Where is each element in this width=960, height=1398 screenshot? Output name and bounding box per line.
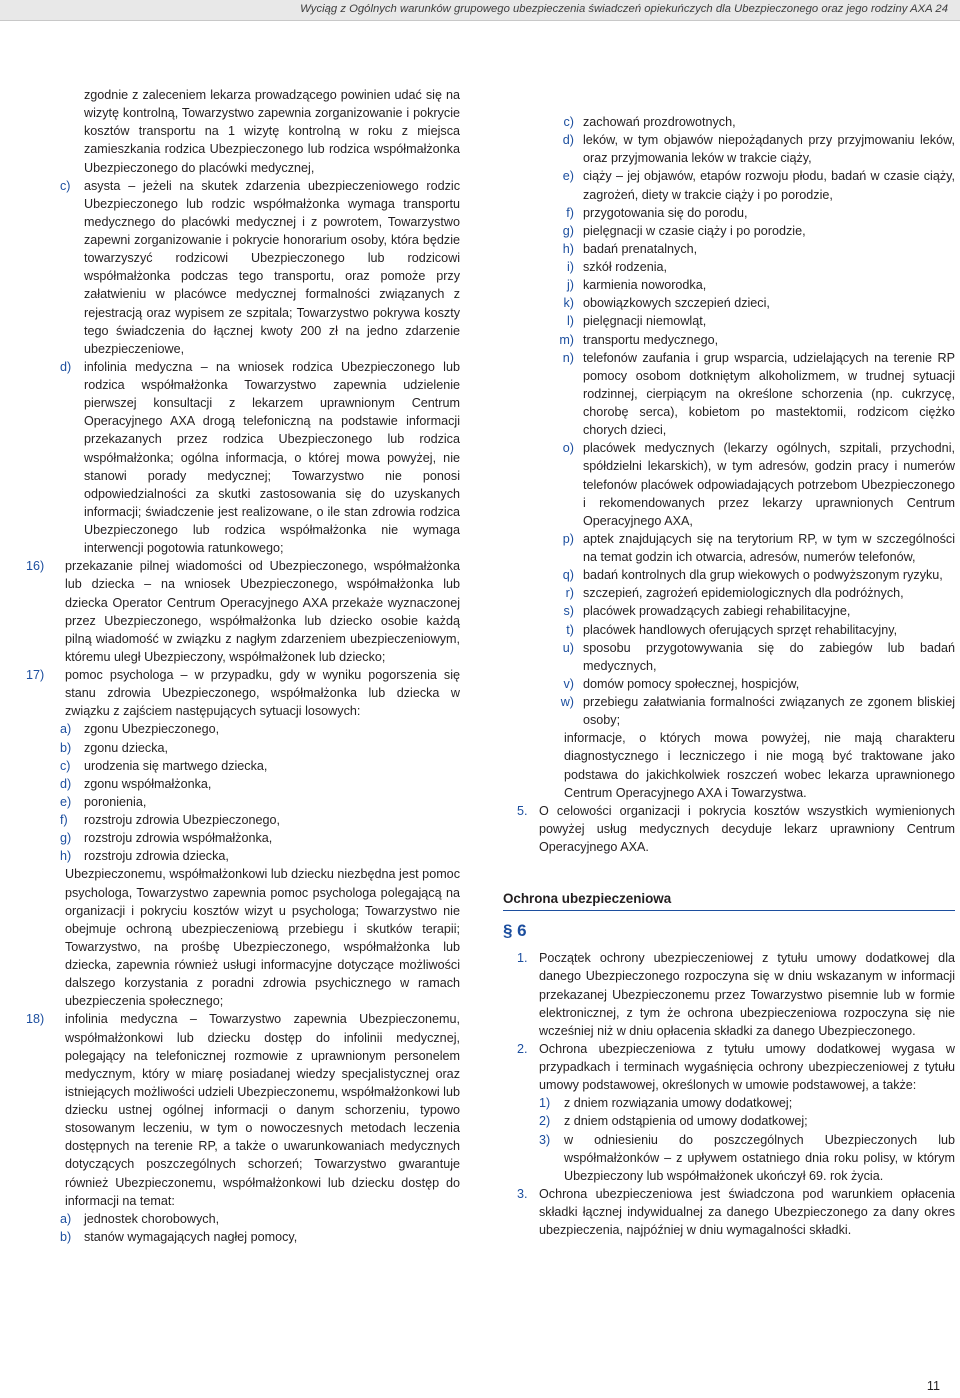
closing-paragraph: informacje, o których mowa powyżej, nie mają charakteru diagnostycznego i leczniczego i nie mogą być traktowane jako podstawa do jakichkolwiek roszczeń wobec lekarza uprawnionego Centrum Operacyjnego AXA i Towarzystwa. xyxy=(564,731,955,800)
list-subitem: h) rozstroju zdrowia dziecka, xyxy=(60,849,229,864)
list-item-d: d) infolinia medyczna – na wniosek rodzica Ubezpieczonego lub rodzica współmałżonka Towarzystwo zapewnia udzielenie pierwszej konsultacji z lekarzem uprawnionym Centrum Operacyjnego AXA drogą telefoniczną na podstawie informacji przekazanych przez rodzica Ubezpieczonego lub rodzica współmałżonka; ogólna informacja, o której mowa powyżej, nie stanowi porady medycznej; Towarzystwo nie ponosi odpowiedzialności za skutki zastosowania się do uzyskanych informacji; świadczenie jest realizowane, o ile stan zdrowia rodzica Ubezpieczonego lub rodzica współmałżonka nie wymaga interwencji pogotowia ratunkowego; xyxy=(60,359,460,556)
list-item-17: 17) pomoc psychologa – w przypadku, gdy w wyniku pogorszenia się stanu zdrowia Ubezpieczonego, współmałżonka lub dziecka w związku z zajściem następujących sytuacji losowych: xyxy=(26,668,460,719)
list-subitem: a) jednostek chorobowych, xyxy=(60,1211,220,1226)
list-subitem: a) zgonu Ubezpieczonego, xyxy=(60,722,220,737)
list-subitem: b) stanów wymagających nagłej pomocy, xyxy=(60,1229,298,1244)
list-subitem: n) telefonów zaufania i grup wsparcia, udzielających na terenie RP pomocy osobom dotkniętym alkoholizmem, w trudnej sytuacji rodzinnej, cierpiącym na określone schorzenia (np. cukrzycę, chorobę serca), kobietom po mastektomii, rodzicom ciężko chorych dzieci, xyxy=(562,350,955,438)
list-subitem: w) przebiegu załatwiania formalności związanych ze zgonem bliskiej osoby; xyxy=(560,695,955,728)
list-subitem: h) badań prenatalnych, xyxy=(562,241,698,256)
left-column xyxy=(26,86,460,1246)
list-subitem: v) domów pomocy społecznej, hospicjów, xyxy=(563,676,800,691)
header-title: Wyciąg z Ogólnych warunków grupowego ubezpieczenia świadczeń opiekuńczych dla Ubezpieczonego oraz jego rodziny AXA 24 xyxy=(300,3,948,15)
list-subitem: i) szkół rodzenia, xyxy=(567,260,667,274)
list-subitem: d) leków, w tym objawów niepożądanych przy przyjmowaniu leków, oraz przyjmowania leków w trakcie ciąży, xyxy=(562,133,955,166)
list-subitem: 3) w odniesieniu do poszczególnych Ubezpieczonych lub współmałżonków – z upływem ostatniego dnia roku polisy, w którym Ubezpieczony lub współmałżonek ukończył 69. rok życia. xyxy=(539,1132,955,1183)
list-subitem: q) badań kontrolnych dla grup wiekowych o podwyższonym ryzyku, xyxy=(562,568,943,583)
list-item-c: c) asysta – jeżeli na skutek zdarzenia ubezpieczeniowego rodzic Ubezpieczonego lub rodzic współmałżonka wymaga transportu medycznego do placówki medycznej i z powrotem, Towarzystwo zapewni zorganizowanie i pokrycie honorarium osoby, która będzie towarzyszyć rodzicowi Ubezpieczonego lub rodzicowi współmałżonka podczas tego transportu, oraz pomoże przy załatwieniu w placówce medycznej formalności związanych z rejestracją oraz wypisem ze szpitala; Towarzystwo pokrywa koszty tego świadczenia do łącznej kwoty 200 zł na jedno zdarzenie ubezpieczeniowe, xyxy=(60,178,460,356)
list-subitem: o) placówek medycznych (lekarzy ogólnych, szpitali, przychodni, spółdzielni lekarskich), w tym adresów, godzin pracy i numerów telefonów placówek odpowiadających potrzebom Ubezpieczonego i rekomendowanych przez lekarzy uprawnionych Centrum Operacyjnego AXA, xyxy=(562,441,955,528)
numbered-item-3: 3. Ochrona ubezpieczeniowa jest świadczona pod warunkiem opłacenia składki łącznej indywidualnej za danego Ubezpieczonego za dany okres ubezpieczenia, najpóźniej w dniu wymagalności składki. xyxy=(517,1186,955,1238)
numbered-item-1: 1. Początek ochrony ubezpieczeniowej z tytułu umowy dodatkowej dla danego Ubezpieczonego rozpoczyna się w dniu wskazanym w informacji przekazanej Ubezpieczonemu przez Towarzystwo pisemnie lub w formie elektronicznej, z tym że ochrona ubezpieczeniowa rozpoczyna się nie wcześniej niż w dniu opłacenia składki za danego Ubezpieczonego. xyxy=(517,951,955,1038)
intro-paragraph: zgodnie z zaleceniem lekarza prowadzącego powinien udać się na wizytę kontrolną, Towarzystwo zapewnia zorganizowanie i pokrycie kosztów transportu na 1 wizytę kontrolną w roku z miejsca zamieszkania rodzica Ubezpieczonego lub rodzica współmałżonka Ubezpieczonego do placówki medycznej, xyxy=(84,88,460,175)
page-number: 11 xyxy=(926,1379,940,1393)
list-subitem: e) ciąży – jej objawów, etapów rozwoju płodu, badań w czasie ciąży, zagrożeń, diety w trakcie ciąży i po porodzie, xyxy=(562,169,955,202)
list-subitem: 1) z dniem rozwiązania umowy dodatkowej; xyxy=(539,1096,793,1111)
page-header xyxy=(0,0,960,21)
list-subitem: r) szczepień, zagrożeń epidemiologicznych dla podróżnych, xyxy=(565,586,904,601)
list-subitem: j) karmienia noworodka, xyxy=(567,278,707,293)
list-subitem: f) rozstroju zdrowia Ubezpieczonego, xyxy=(60,813,281,827)
list-subitem: l) pielęgnacji niemowląt, xyxy=(567,314,707,329)
list-item-16: 16) przekazanie pilnej wiadomości od Ubezpieczonego, współmałżonka lub dziecka – na wniosek Ubezpieczonego, współmałżonka lub dziecka Operator Centrum Operacyjnego AXA przekaże wyznaczonej przez Ubezpieczonego, współmałżonka lub dziecko osobie każdą pilną wiadomość w związku z nagłym zdarzeniem ubezpieczeniowym, któremu uległ Ubezpieczony, współmałżonek lub dziecko; xyxy=(26,559,460,664)
right-column xyxy=(503,113,955,1239)
list-subitem: s) placówek prowadzących zabiegi rehabilitacyjne, xyxy=(563,604,851,619)
list-subitem: p) aptek znajdujących się na terytorium RP, w tym w szczególności na temat godzin ich otwarcia, adresów, numerów telefonów, xyxy=(562,531,955,564)
list-subitem: u) sposobu przygotowywania się do zabiegów lub badań medycznych, xyxy=(562,640,955,673)
list-subitem: e) poronienia, xyxy=(60,794,147,809)
list-subitem: g) rozstroju zdrowia współmałżonka, xyxy=(60,831,273,846)
list-item-17-continuation: Ubezpieczonemu, współmałżonkowi lub dziecku niezbędna jest pomoc psychologa, Towarzystwo zapewnia pomoc psychologa polegającą na organizacji i pokryciu kosztów wizyt u psychologa; Towarzystwo nie obejmuje ochroną ubezpieczeniową przebiegu i skutków terapii; Towarzystwo, na prośbę Ubezpieczonego, współmałżonka lub dziecka, zapewnia również usługi informacyjne dotyczące możliwości dalszego korzystania z poradni zdrowia psychicznego w ramach ubezpieczenia społecznego; xyxy=(65,867,460,1009)
list-subitem: d) zgonu współmałżonka, xyxy=(60,776,212,791)
list-subitem: g) pielęgnacji w czasie ciąży i po porodzie, xyxy=(562,223,806,238)
numbered-item-2: 2. Ochrona ubezpieczeniowa z tytułu umowy dodatkowej wygasa w przypadkach i terminach wygaśnięcia ochrony ubezpieczeniowej z tytułu umowy podstawowej, określonych w umowie podstawowej, a także: xyxy=(517,1041,955,1093)
paragraph-number: § 6 xyxy=(503,921,527,941)
list-subitem: b) zgonu dziecka, xyxy=(60,740,169,755)
list-subitem: k) obowiązkowych szczepień dzieci, xyxy=(563,296,770,311)
list-subitem: c) urodzenia się martwego dziecka, xyxy=(60,758,268,773)
list-subitem: f) przygotowania się do porodu, xyxy=(566,205,748,220)
list-item-18: 18) infolinia medyczna – Towarzystwo zapewnia Ubezpieczonemu, współmałżonkowi lub dziecku dostęp do infolinii medycznej, polegający na telefonicznej rozmowie z uprawnionym personelem medycznym, który w miarę posiadanej wiedzy specjalistycznej oraz istniejących możliwości udzieli Ubezpieczonemu, współmałżonkowi lub dziecku ustnej ogólnej informacji o danym schorzeniu, typowo stosowanym leczeniu, w tym o nowoczesnych metodach leczenia dostępnych na terenie RP, a także o uwarunkowaniach medycznych dotyczących poszczególnych schorzeń; Towarzystwo gwarantuje również Ubezpieczonemu, współmałżonkowi lub dziecku dostęp do informacji na temat: xyxy=(26,1012,460,1208)
list-subitem: 2) z dniem odstąpienia od umowy dodatkowej; xyxy=(539,1114,808,1129)
list-subitem: m) transportu medycznego, xyxy=(559,332,719,347)
section-heading: Ochrona ubezpieczeniowa xyxy=(503,890,955,911)
list-subitem: c) zachowań prozdrowotnych, xyxy=(563,115,736,129)
list-subitem: t) placówek handlowych oferujących sprzęt rehabilitacyjny, xyxy=(566,622,898,637)
right-subitem-list xyxy=(503,113,955,729)
numbered-item-5: 5. O celowości organizacji i pokrycia kosztów wszystkich wymienionych powyżej usług medycznych decyduje lekarz uprawniony Centrum Operacyjnego AXA. xyxy=(517,803,955,854)
